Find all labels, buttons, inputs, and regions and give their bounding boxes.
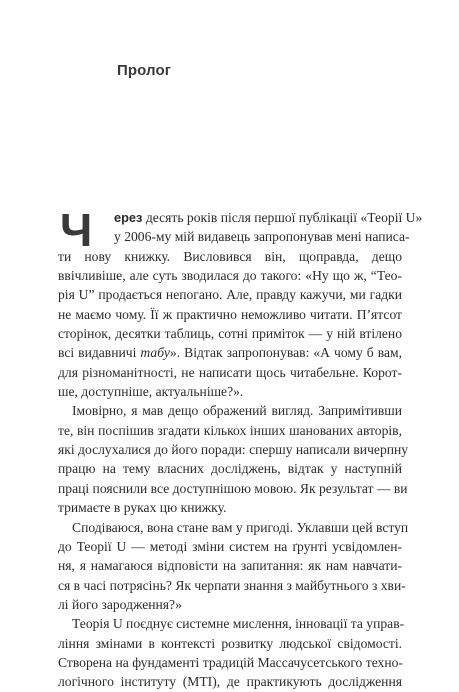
text-line: те, він поспішив згадати кількох інших шанованих авторів, <box>58 422 402 438</box>
paragraph-first-line: Сподіваюся, вона стане вам у пригоді. Уклавши цей вступ <box>72 519 409 535</box>
text-line: тримаєте в руках цю книжку. <box>58 500 227 516</box>
text-line <box>58 343 402 362</box>
text-line: для різноманітності, не написати щось читабельне. Корот- <box>58 364 402 380</box>
text-line: логічного інституту (МТІ), де практикують дослідження <box>58 674 402 690</box>
text-line: які дослухалися до його поради: спершу написали вичерпну <box>58 442 409 458</box>
text-line: ся в часі потрясінь? Як черпати знання з майбутнього з хви- <box>58 577 406 593</box>
text-line: праці пояснили все доступнішою мовою. Як результат — ви <box>58 480 408 496</box>
text-line: рія U” продається непогано. Але, правду кажучи, ми гадки <box>58 287 402 303</box>
text-line: ня, я намагаюся відповісти на запитання: як нам навчати- <box>58 558 402 574</box>
text-line <box>58 208 423 227</box>
text-line: до Теорії U — методі зміни систем на ґрунті усвідомлен- <box>58 538 402 554</box>
text-line: Створена на фундаменті традицій Массачусетського техно- <box>58 654 403 670</box>
text-line: працю на тему власних досліджень, відтак у наступній <box>58 461 402 477</box>
text-line: ввічливіше, але суть зводилася до такого: «Ну що ж, “Тео- <box>58 268 402 284</box>
body-text <box>58 204 423 692</box>
text-line: лі його зародження?» <box>58 596 182 612</box>
text-line: ління змінами в контексті розвитку людської свідомості. <box>58 635 402 651</box>
text-line: не маємо чому. Її ж практично неможливо читати. П’ятсот <box>58 306 402 322</box>
text-run: десять років після першої публікації «Теорії U» <box>142 210 423 225</box>
paragraph-first-line: Теорія U поєднує системне мислення, інновації та управ- <box>72 616 405 632</box>
text-line: ти нову книжку. Висловився він, щоправда, дещо <box>58 248 402 264</box>
drop-cap: Ч <box>60 204 93 256</box>
text-line: сторінок, десятки таблиць, сотні приміток — у ній втілено <box>58 326 402 342</box>
text-run: всі видавничі <box>58 345 141 361</box>
chapter-title: Пролог <box>117 62 172 79</box>
text-line: ше, доступніше, актуальніше?». <box>58 384 244 400</box>
text-line: у 2006-му мій видавець запропонував мені написа- <box>114 229 410 245</box>
italic-word: табу <box>140 345 170 361</box>
paragraph-first-line: Імовірно, я мав дещо ображений вигляд. Запримітивши <box>72 403 402 419</box>
text-run: ». Відтак запропонував: «А чому б вам, <box>169 345 403 361</box>
lead-in-word: ерез <box>114 210 143 225</box>
